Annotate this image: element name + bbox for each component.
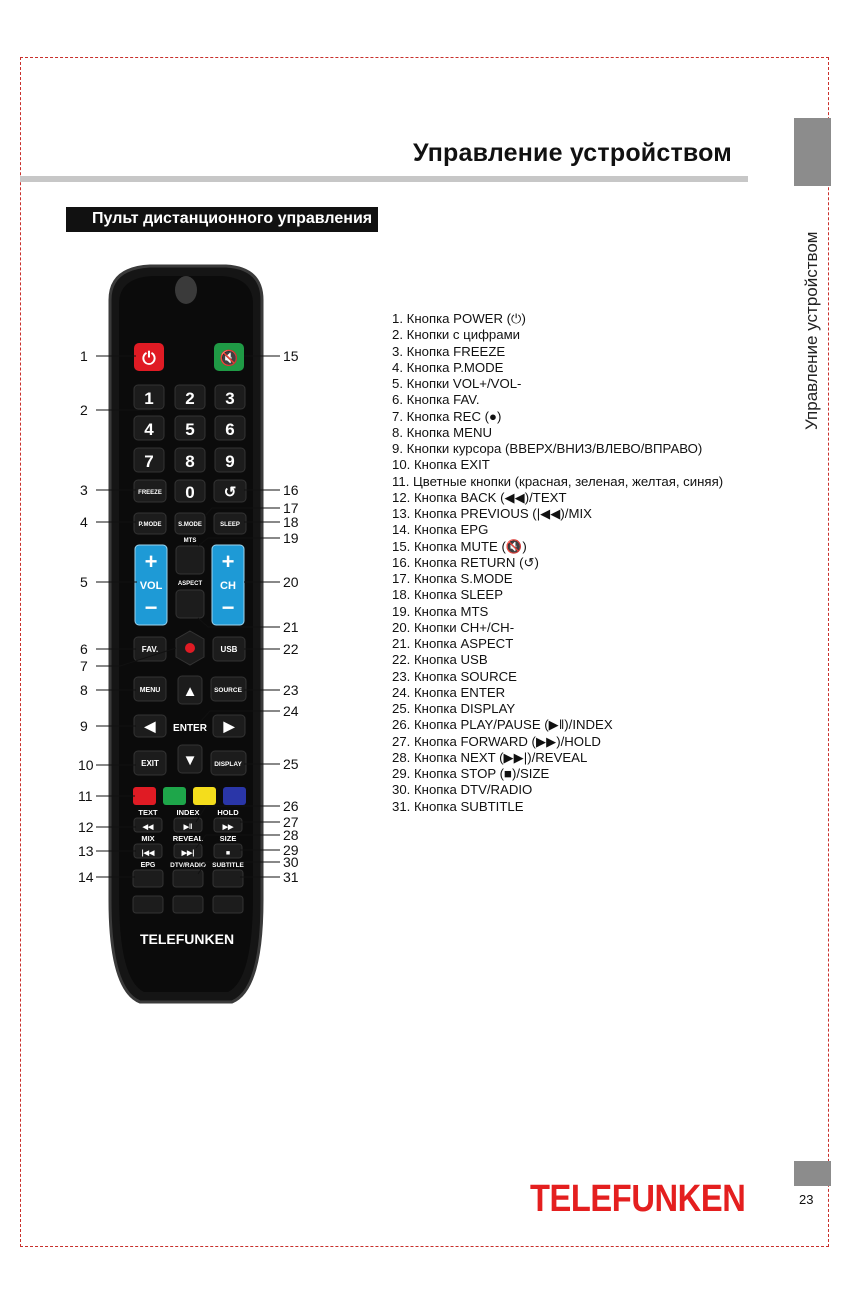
legend-item: 15. Кнопка MUTE (🔇) [392,538,527,554]
legend-item: 18. Кнопка SLEEP [392,587,504,603]
aspect-button[interactable] [176,590,204,618]
legend-item: 9. Кнопки курсора (ВВЕРХ/ВНИЗ/ВЛЕВО/ВПРАВО) [392,441,703,456]
rewind-icon: ◀◀ [142,824,154,831]
callout-number: 16 [283,482,299,498]
callout-number: 4 [80,514,88,530]
callout-number: 8 [80,682,88,698]
hold-label: HOLD [217,808,239,817]
text-label: TEXT [138,808,158,817]
page-title: Управление устройством [412,139,732,167]
callout-number: 24 [283,703,299,719]
ch-label: CH [220,580,236,592]
smode-label: S.MODE [178,522,202,528]
legend-item: 3. Кнопка FREEZE [392,343,506,359]
blue-button[interactable] [223,787,246,805]
digit-label: 7 [144,452,154,471]
legend-item: 17. Кнопка S.MODE [392,571,513,586]
callout-number: 30 [283,854,299,870]
remote-brand: TELEFUNKEN [139,931,235,947]
callout-number: 9 [80,718,88,734]
epg-button[interactable] [133,870,163,887]
aspect-label: ASPECT [177,581,203,587]
callout-number: 6 [80,641,88,657]
mix-label: MIX [141,834,155,843]
play-pause-icon: ▶‖ [183,824,193,831]
digit-label: 2 [185,389,195,408]
legend-item: 1. Кнопка POWER (⏻) [392,311,526,326]
legend-item: 19. Кнопка MTS [392,603,489,619]
stop-icon: ■ [225,850,231,857]
legend-item: 29. Кнопка STOP (■)/SIZE [392,766,550,781]
legend-item: 8. Кнопка MENU [392,424,492,440]
section-label: Пульт дистанционного управления [66,207,378,232]
power-icon: ⏻ [142,349,156,368]
digit-label: 0 [185,483,195,502]
legend-item: 22. Кнопка USB [392,652,488,668]
yellow-button[interactable] [193,787,216,805]
vol-plus-label: + [144,549,158,574]
callout-number: 12 [78,819,94,835]
legend-item: 27. Кнопка FORWARD (▶▶)/HOLD [392,733,601,749]
brand-logo: TELEFUNKEN [530,1178,746,1220]
callout-number: 3 [80,482,88,498]
callout-number: 29 [283,842,299,858]
legend-item: 28. Кнопка NEXT (▶▶|)/REVEAL [392,749,588,765]
legend-item: 16. Кнопка RETURN (↺) [392,554,539,570]
digit-label: 6 [225,420,235,439]
mute-icon: 🔇 [219,350,239,367]
callout-number: 1 [80,348,88,364]
callout-number: 20 [283,574,299,590]
freeze-label: FREEZE [138,490,162,496]
legend-item: 21. Кнопка ASPECT [392,636,514,651]
callout-number: 26 [283,798,299,814]
legend-item: 14. Кнопка EPG [392,522,489,538]
return-icon: ↺ [223,484,237,501]
legend-item: 25. Кнопка DISPLAY [392,701,516,716]
reveal-label: REVEAL [172,834,204,843]
page-number: 23 [799,1192,814,1207]
fav-label: FAV. [141,645,159,654]
callout-number: 28 [283,827,299,843]
legend-item: 11. Цветные кнопки (красная, зеленая, желтая, синяя) [392,473,724,489]
mts-label: MTS [183,538,197,544]
legend-item: 5. Кнопки VOL+/VOL- [392,376,522,391]
digit-label: 5 [185,420,195,439]
size-label: SIZE [219,834,237,843]
callout-number: 27 [283,814,299,830]
next-icon: ▶▶| [181,850,195,857]
legend-item: 24. Кнопка ENTER [392,684,506,700]
subtitle-button[interactable] [213,870,243,887]
green-button[interactable] [163,787,186,805]
epg-label: EPG [140,862,156,869]
digit-label: 4 [144,420,154,439]
exit-label: EXIT [141,759,159,768]
legend-item: 31. Кнопка SUBTITLE [392,798,524,814]
forward-icon: ▶▶ [222,824,234,831]
page-number-tab [794,1161,831,1186]
callout-number: 15 [283,348,299,364]
vol-label: VOL [139,580,163,592]
cursor-right-icon: ▶ [223,718,235,734]
callout-number: 17 [283,500,299,516]
display-label: DISPLAY [214,761,242,768]
legend-item: 10. Кнопка EXIT [392,457,490,473]
cursor-down-icon: ▼ [182,752,198,769]
side-section-label: Управление устройством [802,231,821,430]
subtitle-label: SUBTITLE [212,862,244,869]
legend-item: 20. Кнопки CH+/CH- [392,619,515,635]
menu-label: MENU [139,687,161,694]
ch-plus-label: + [221,549,235,574]
ch-minus-label: − [221,595,235,620]
ir-window [175,276,197,304]
legend-item: 23. Кнопка SOURCE [392,668,517,684]
index-label: INDEX [176,808,200,817]
callout-number: 25 [283,756,299,772]
callout-number: 18 [283,514,299,530]
callout-number: 21 [283,619,299,635]
cursor-left-icon: ◀ [144,718,156,734]
digit-label: 9 [225,452,235,471]
dtv-radio-label: DTV/RADIO [170,862,206,869]
callout-number: 14 [78,869,94,885]
callout-number: 7 [80,658,88,674]
mts-button[interactable] [176,546,204,574]
usb-label: USB [220,645,238,654]
legend-item: 26. Кнопка PLAY/PAUSE (▶‖)/INDEX [392,717,613,733]
pmode-label: P.MODE [138,522,162,528]
callout-number: 2 [80,402,88,418]
callout-number: 23 [283,682,299,698]
callout-number: 22 [283,641,299,657]
legend-item: 30. Кнопка DTV/RADIO [392,782,533,798]
red-button[interactable] [133,787,156,805]
previous-icon: |◀◀ [141,850,155,857]
rec-icon [185,643,195,653]
digit-buttons [134,385,245,472]
callout-number: 11 [78,788,93,804]
callout-number: 13 [78,843,94,859]
legend-item: 6. Кнопка FAV. [392,392,480,408]
legend-item: 13. Кнопка PREVIOUS (|◀◀)/MIX [392,506,592,521]
legend-item: 2. Кнопки с цифрами [392,327,521,343]
digit-label: 1 [144,389,154,408]
cursor-up-icon: ▲ [182,683,198,700]
legend-item: 12. Кнопка BACK (◀◀)/TEXT [392,489,567,505]
legend-item: 7. Кнопка REC (●) [392,408,502,424]
blank-button[interactable] [133,896,163,913]
digit-label: 3 [225,389,235,408]
callout-number: 5 [80,574,88,590]
blank-button[interactable] [173,896,203,913]
digit-label: 8 [185,452,195,471]
callout-number: 19 [283,530,299,546]
source-label: SOURCE [214,687,242,694]
callout-number: 31 [283,869,299,885]
vol-minus-label: − [144,595,158,620]
legend-item: 4. Кнопка P.MODE [392,359,504,375]
callout-number: 10 [78,757,94,773]
sleep-label: SLEEP [220,522,240,528]
blank-button[interactable] [213,896,243,913]
enter-label[interactable]: ENTER [173,723,207,734]
